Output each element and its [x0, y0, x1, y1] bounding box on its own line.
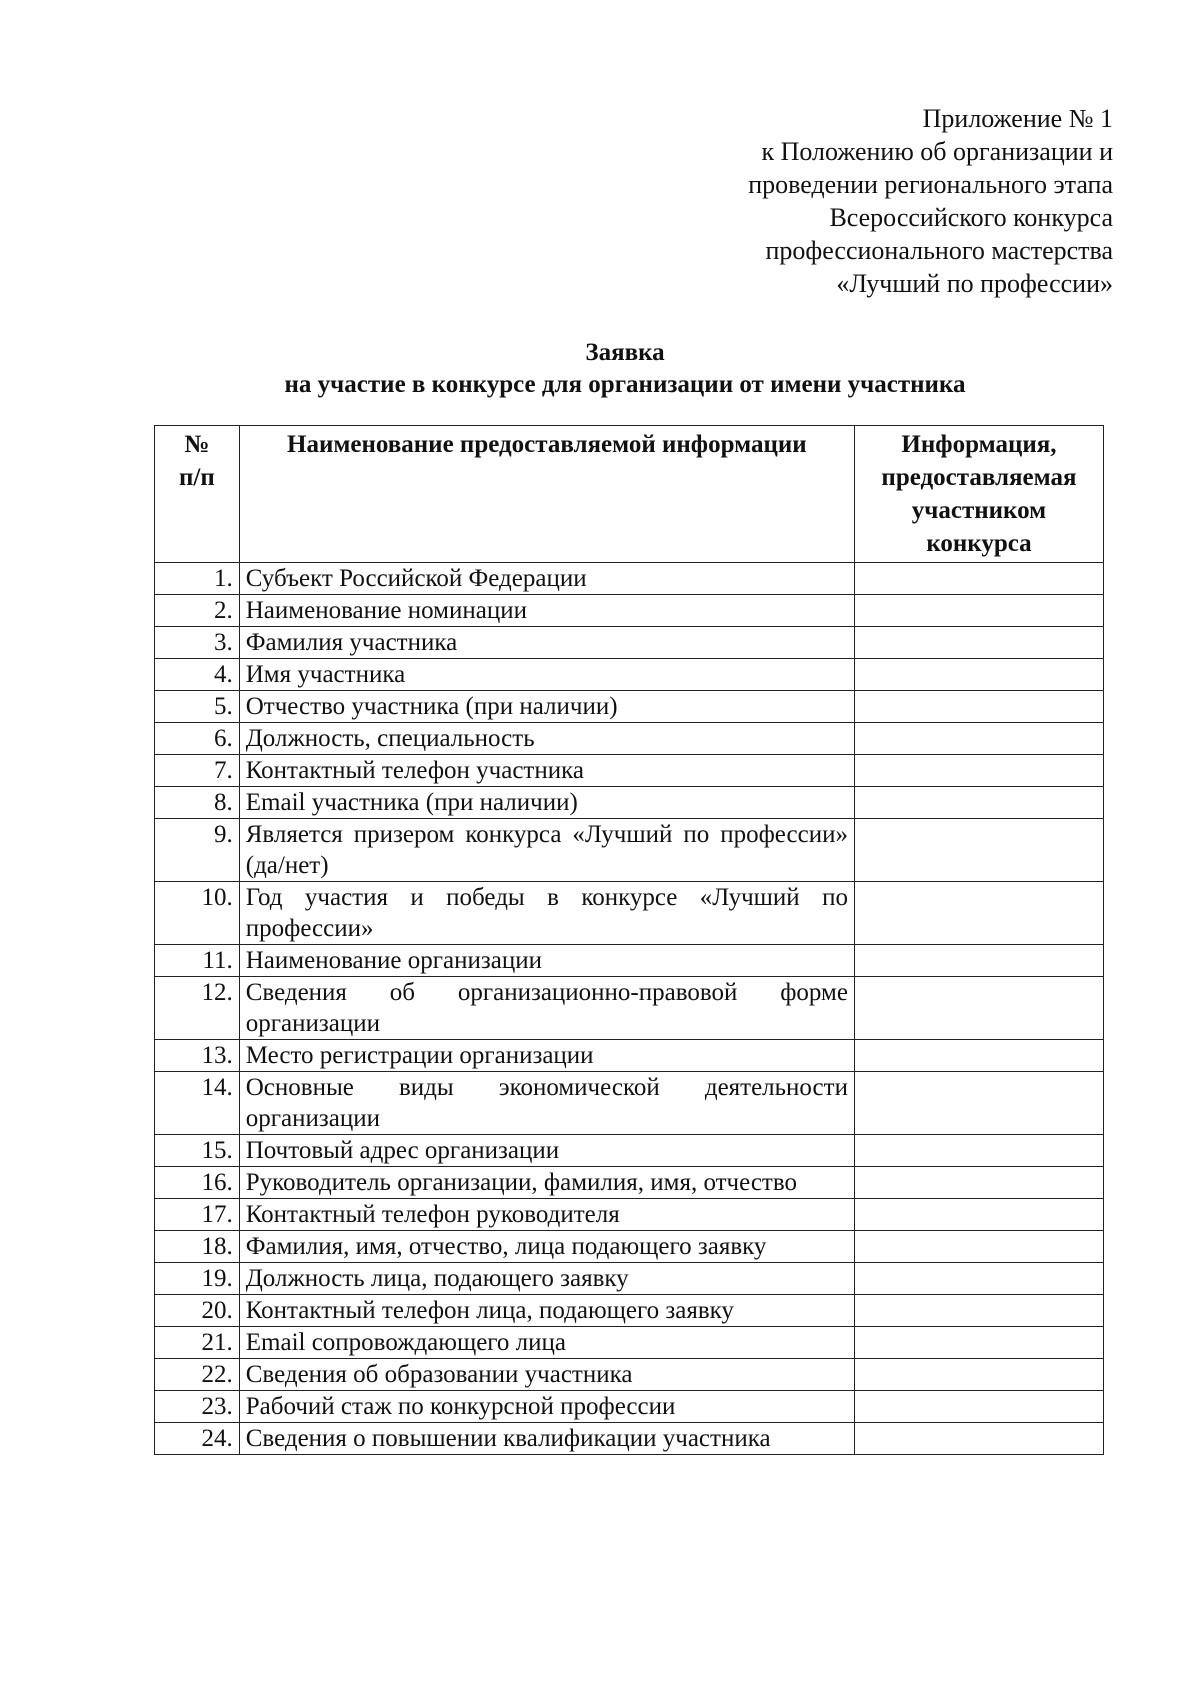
- row-info-cell[interactable]: [854, 787, 1103, 819]
- table-body: [155, 563, 1104, 1455]
- table-row: [155, 1359, 1104, 1391]
- row-info-cell[interactable]: [854, 627, 1103, 659]
- annex-line: к Положению об организации и: [761, 137, 1113, 166]
- header-name: Наименование предоставляемой информации: [239, 426, 854, 563]
- row-label: Основные виды экономической деятельности организации: [239, 1072, 854, 1135]
- row-number: 9.: [155, 819, 240, 882]
- row-info-cell[interactable]: [854, 1231, 1103, 1263]
- table-row: [155, 1072, 1104, 1135]
- annex-header: [748, 102, 1113, 300]
- row-info-cell[interactable]: [854, 1327, 1103, 1359]
- row-number: 21.: [155, 1327, 240, 1359]
- row-number: 11.: [155, 945, 240, 977]
- row-number: 5.: [155, 691, 240, 723]
- table-row: [155, 1423, 1104, 1455]
- row-number: 14.: [155, 1072, 240, 1135]
- document-title: [0, 337, 1200, 401]
- row-info-cell[interactable]: [854, 945, 1103, 977]
- application-table: [154, 425, 1104, 1455]
- row-number: 12.: [155, 977, 240, 1040]
- header-number: [155, 426, 240, 563]
- row-number: 19.: [155, 1263, 240, 1295]
- row-number: 6.: [155, 723, 240, 755]
- table-row: [155, 755, 1104, 787]
- row-info-cell[interactable]: [854, 563, 1103, 595]
- row-info-cell[interactable]: [854, 723, 1103, 755]
- row-info-cell[interactable]: [854, 1135, 1103, 1167]
- row-number: 13.: [155, 1040, 240, 1072]
- table-row: [155, 723, 1104, 755]
- annex-line: «Лучший по профессии»: [836, 269, 1113, 298]
- table-row: [155, 691, 1104, 723]
- row-number: 7.: [155, 755, 240, 787]
- header-number-symbol: №: [184, 431, 210, 458]
- table-row: [155, 1295, 1104, 1327]
- row-number: 3.: [155, 627, 240, 659]
- row-info-cell[interactable]: [854, 1423, 1103, 1455]
- row-number: 1.: [155, 563, 240, 595]
- row-label: Email участника (при наличии): [239, 787, 854, 819]
- table-row: [155, 819, 1104, 882]
- row-label: Сведения об образовании участника: [239, 1359, 854, 1391]
- row-info-cell[interactable]: [854, 595, 1103, 627]
- row-number: 20.: [155, 1295, 240, 1327]
- row-info-cell[interactable]: [854, 1072, 1103, 1135]
- row-label: Год участия и победы в конкурсе «Лучший по профессии»: [239, 882, 854, 945]
- row-info-cell[interactable]: [854, 1167, 1103, 1199]
- title-line-2: на участие в конкурсе для организации от имени участника: [284, 371, 966, 398]
- table-row: [155, 977, 1104, 1040]
- table-row: [155, 1199, 1104, 1231]
- table-row: [155, 595, 1104, 627]
- row-number: 17.: [155, 1199, 240, 1231]
- row-info-cell[interactable]: [854, 1359, 1103, 1391]
- row-label: Отчество участника (при наличии): [239, 691, 854, 723]
- row-info-cell[interactable]: [854, 819, 1103, 882]
- table-row: [155, 1263, 1104, 1295]
- row-info-cell[interactable]: [854, 1040, 1103, 1072]
- header-info: Информация, предоставляемая участником конкурса: [854, 426, 1103, 563]
- row-label: Контактный телефон руководителя: [239, 1199, 854, 1231]
- row-number: 18.: [155, 1231, 240, 1263]
- row-label: Контактный телефон лица, подающего заявку: [239, 1295, 854, 1327]
- table-row: [155, 659, 1104, 691]
- row-number: 23.: [155, 1391, 240, 1423]
- row-label: Контактный телефон участника: [239, 755, 854, 787]
- row-number: 2.: [155, 595, 240, 627]
- table-header-row: [155, 426, 1104, 563]
- row-number: 4.: [155, 659, 240, 691]
- table-row: [155, 563, 1104, 595]
- row-label: Сведения о повышении квалификации участника: [239, 1423, 854, 1455]
- row-number: 10.: [155, 882, 240, 945]
- row-info-cell[interactable]: [854, 1199, 1103, 1231]
- row-label: Рабочий стаж по конкурсной профессии: [239, 1391, 854, 1423]
- row-info-cell[interactable]: [854, 977, 1103, 1040]
- row-label: Сведения об организационно-правовой форме организации: [239, 977, 854, 1040]
- row-label: Должность, специальность: [239, 723, 854, 755]
- row-label: Является призером конкурса «Лучший по профессии» (да/нет): [239, 819, 854, 882]
- row-info-cell[interactable]: [854, 882, 1103, 945]
- row-number: 22.: [155, 1359, 240, 1391]
- row-label: Email сопровождающего лица: [239, 1327, 854, 1359]
- row-label: Субъект Российской Федерации: [239, 563, 854, 595]
- row-label: Должность лица, подающего заявку: [239, 1263, 854, 1295]
- table-row: [155, 1327, 1104, 1359]
- row-label: Почтовый адрес организации: [239, 1135, 854, 1167]
- row-number: 8.: [155, 787, 240, 819]
- annex-line: Приложение № 1: [922, 104, 1113, 133]
- row-label: Наименование организации: [239, 945, 854, 977]
- annex-line: проведении регионального этапа: [748, 170, 1113, 199]
- row-label: Имя участника: [239, 659, 854, 691]
- row-info-cell[interactable]: [854, 1391, 1103, 1423]
- annex-line: профессионального мастерства: [765, 236, 1113, 265]
- table-row: [155, 1167, 1104, 1199]
- table-row: [155, 627, 1104, 659]
- row-label: Фамилия, имя, отчество, лица подающего заявку: [239, 1231, 854, 1263]
- table-row: [155, 1040, 1104, 1072]
- row-info-cell[interactable]: [854, 691, 1103, 723]
- row-number: 16.: [155, 1167, 240, 1199]
- table-row: [155, 882, 1104, 945]
- table-row: [155, 945, 1104, 977]
- row-number: 15.: [155, 1135, 240, 1167]
- title-line-1: Заявка: [585, 339, 665, 366]
- row-info-cell[interactable]: [854, 1295, 1103, 1327]
- table-row: [155, 1135, 1104, 1167]
- annex-line: Всероссийского конкурса: [829, 203, 1113, 232]
- row-info-cell[interactable]: [854, 659, 1103, 691]
- header-number-abbr: п/п: [178, 464, 215, 491]
- table-row: [155, 787, 1104, 819]
- row-info-cell[interactable]: [854, 755, 1103, 787]
- row-number: 24.: [155, 1423, 240, 1455]
- table-row: [155, 1231, 1104, 1263]
- row-label: Место регистрации организации: [239, 1040, 854, 1072]
- row-info-cell[interactable]: [854, 1263, 1103, 1295]
- row-label: Фамилия участника: [239, 627, 854, 659]
- table-row: [155, 1391, 1104, 1423]
- row-label: Наименование номинации: [239, 595, 854, 627]
- row-label: Руководитель организации, фамилия, имя, отчество: [239, 1167, 854, 1199]
